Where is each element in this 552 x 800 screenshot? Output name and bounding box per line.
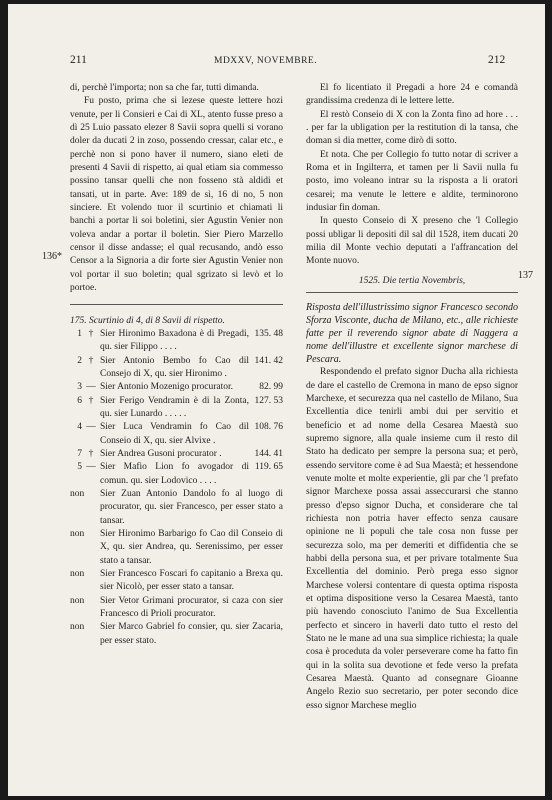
scrutiny-list xyxy=(70,328,283,488)
scrutiny-entry xyxy=(70,395,283,422)
entry-rank: 2 xyxy=(77,355,82,366)
excluded-entry xyxy=(70,488,283,528)
entry-rank: 3 xyxy=(77,382,82,393)
entry-votes: 144. 41 xyxy=(254,448,283,459)
entry-name: Sier Antonio Mozenigo procurator. xyxy=(100,382,233,393)
excluded-name: Sier Marco Gabriel fo consier, qu. sier Zacaria, per esser stato. xyxy=(100,622,283,646)
non-label: non xyxy=(70,529,85,539)
divider xyxy=(306,292,518,293)
entry-name: Sier Ferigo Vendramin è di la Zonta, qu. sier Lunardo . . . . . xyxy=(100,395,249,419)
excluded-entry xyxy=(70,621,283,648)
entry-rank: 1 xyxy=(77,328,82,339)
running-title: MDXXV, NOVEMBRE. xyxy=(214,56,318,66)
entry-mark: † xyxy=(88,355,94,366)
entry-mark: — xyxy=(86,462,96,473)
right-column xyxy=(306,82,518,713)
scrutiny-entry xyxy=(70,421,283,448)
entry-mark: — xyxy=(86,382,96,393)
section-title: 175. Scurtinio di 4, di 8 Savii di rispetto. xyxy=(70,315,225,326)
paragraph: El fo licentiato il Pregadi a hore 24 e comandà grandissima credenza di le lettere lette. xyxy=(306,83,518,107)
entry-votes: 135. 48 xyxy=(254,328,283,339)
paragraph: Fu posto, prima che si lezese queste lettere hozi venute, per li Consieri e Cai di XL, atento fusse preso a dì 25 Luio passato elezer 8 Savii sopra quelli si vorano doler da ducati 2 in zoso, possendo cressar, calar etc., e perchè non si pono haver il numero, siano eleti de presenti 4 Savii di rispetto, ai qual etiam sia commesso possino tansar quelli che non fosseno stà aldidi et tansati, ut in parte. Ave: 189 de sì, 16 di no, 5 non sinciere. Et volendo tuor il scurtinio et chiamati li banchi a portar li soi boletini, sier Agustin Venier non voleva andar a portar il boletin. Sier Piero Marzello censor il disse andasse; el qual recusando, andò esso Censor a la Signoria a dir forte sier Agustin Venier non vol portar il suo boletin; qual sgrizato si levò et lo portoe. xyxy=(70,96,283,294)
page-number-left: 211 xyxy=(70,54,87,66)
non-label: non xyxy=(70,595,85,606)
excluded-entry xyxy=(70,595,283,622)
excluded-entry xyxy=(70,568,283,595)
entry-mark: — xyxy=(86,422,96,433)
paragraph: In questo Conseio di X preseno che 'l Collegio possi ubligar li depositi dil sal dil 1528, item ducati 20 milia dil Monte vechio deputati a l'affrancation del Monte nuovo. xyxy=(306,216,518,267)
divider xyxy=(70,304,283,305)
excluded-list xyxy=(70,488,283,648)
scrutiny-entry xyxy=(70,461,283,488)
letter-title: Risposta dell'illustrissimo signor Francesco secondo Sforza Visconte, ducha de Milano, etc., alle richieste fatte per il reverendo signor abate di Naggera a nome dell'illustre et excellente signor marchese di Pescara. xyxy=(306,302,518,366)
paragraph: El restò Conseio di X con la Zonta fino ad hore . . . . per far la ubligation per la restitution di la tansa, che doman si dia metter, come dirò di sotto. xyxy=(306,109,518,147)
entry-votes: 108. 76 xyxy=(254,422,283,433)
entry-mark: † xyxy=(88,328,94,339)
entry-name: Sier Mafio Lion fo avogador di comun. qu. sier Lodovico . . . . xyxy=(100,462,249,486)
entry-votes: 82. 99 xyxy=(259,382,283,393)
excluded-name: Sier Francesco Foscari fo capitanio a Brexa qu. sier Nicolò, per esser stato a tansar. xyxy=(100,569,283,593)
non-label: non xyxy=(70,569,85,580)
excluded-name: Sier Hironimo Barbarigo fo Cao dil Conseio di X, qu. sier Andrea, qu. Serenissimo, per esser stato a tansar. xyxy=(100,529,283,566)
entry-name: Sier Hironimo Baxadona è di Pregadi, qu. sier Filippo . . . . xyxy=(100,328,249,353)
page-number-right: 212 xyxy=(488,54,506,66)
book-page xyxy=(8,4,545,796)
scrutiny-entry xyxy=(70,448,283,461)
entry-rank: 6 xyxy=(77,395,82,406)
scrutiny-entry xyxy=(70,328,283,355)
margin-note-right: 137 xyxy=(518,270,533,281)
entry-rank: 4 xyxy=(77,422,82,433)
scrutiny-entry xyxy=(70,381,283,394)
scrutiny-entry xyxy=(70,355,283,382)
excluded-name: Sier Zuan Antonio Dandolo fo al luogo di procurator, qu. sier Francesco, per esser stato a tansar. xyxy=(100,488,283,526)
entry-votes: 119. 65 xyxy=(254,462,283,473)
entry-mark: † xyxy=(88,448,94,459)
excluded-entry xyxy=(70,528,283,568)
entry-rank: 5 xyxy=(77,462,82,473)
paragraph: di, perchè l'importa; non sa che far, tutti dimanda. xyxy=(70,83,259,93)
excluded-name: Sier Vetor Grimani procurator, si caza con sier Francesco di Prioli procurator. xyxy=(100,595,283,620)
paragraph: Et nota. Che per Collegio fo tutto notar di scriver a Roma et in Ingilterra, et tamen per li Savii nulla fu posto, imo voleano intrar su la risposta a li oratori cesarei; ma venute le lettere e aldite, terminorono indusiar fin doman. xyxy=(306,149,518,214)
entry-rank: 7 xyxy=(77,448,82,459)
letter-body: Respondendo el prefato signor Ducha alla richiesta de dare el castello de Cremona in mano de epso signor Marchexe, et securezza qua nel castello de Milano, Sua Excellentia dice tenirli ambi dui per servitio et beneficio et ad nome della Cesarea Maestà suo supremo signore, alla quale insieme cum il resto dil Stato ha dedicato per sempre la persona sua; et però, essendo servitore come è ad Sua Maestà; et hessendone venute molte et molte experientie, gli par che 'l prefato signor Marchexe possa assai asseccurarsi che stanno presso d'epso signor Ducha, et considerare che tal richiesta non potria haver effecto senza causare opinione ne li populi che tale cosa non fusse per securezza solo, ma per demeriti et diffidentia che se habbi della persona sua, et per privare totalmente Sua Excellentia del dominio. Però prega esso signor Marchese volersi contentare di questa optima risposta et optima dispositione verso la Cesarea Maestà, tanto più havendo conosciuto l'animo de Sua Excellentia perfecto et sincero in haverli dato tutto el resto del Stato ne le mane ad una sua simplice richiesta; la quale cosa è proceduta da voler perseverare come ha fatto fin qui in la solita sua devotione et fede verso la prefata Cesarea Maestà. Quanto ad consegnare Gioanne Angelo Rezio suo secretario, per poter secondo dice esso signor Marchese meglio xyxy=(306,367,518,711)
non-label: non xyxy=(70,488,85,499)
entry-name: Sier Antonio Bembo fo Cao dil Consejo di X, qu. sier Hironimo . xyxy=(100,355,249,379)
entry-name: Sier Andrea Gusoni procurator . xyxy=(100,448,222,459)
entry-votes: 127. 53 xyxy=(254,395,283,406)
entry-name: Sier Luca Vendramin fo Cao dil Conseio di X, qu. sier Alvixe . xyxy=(100,422,249,446)
left-column xyxy=(70,82,283,648)
entry-votes: 141. 42 xyxy=(254,355,283,366)
date-line: 1525. Die tertia Novembris, xyxy=(358,275,466,286)
margin-note-left: 136* xyxy=(42,251,62,262)
entry-mark: † xyxy=(88,395,94,406)
non-label: non xyxy=(70,622,85,633)
